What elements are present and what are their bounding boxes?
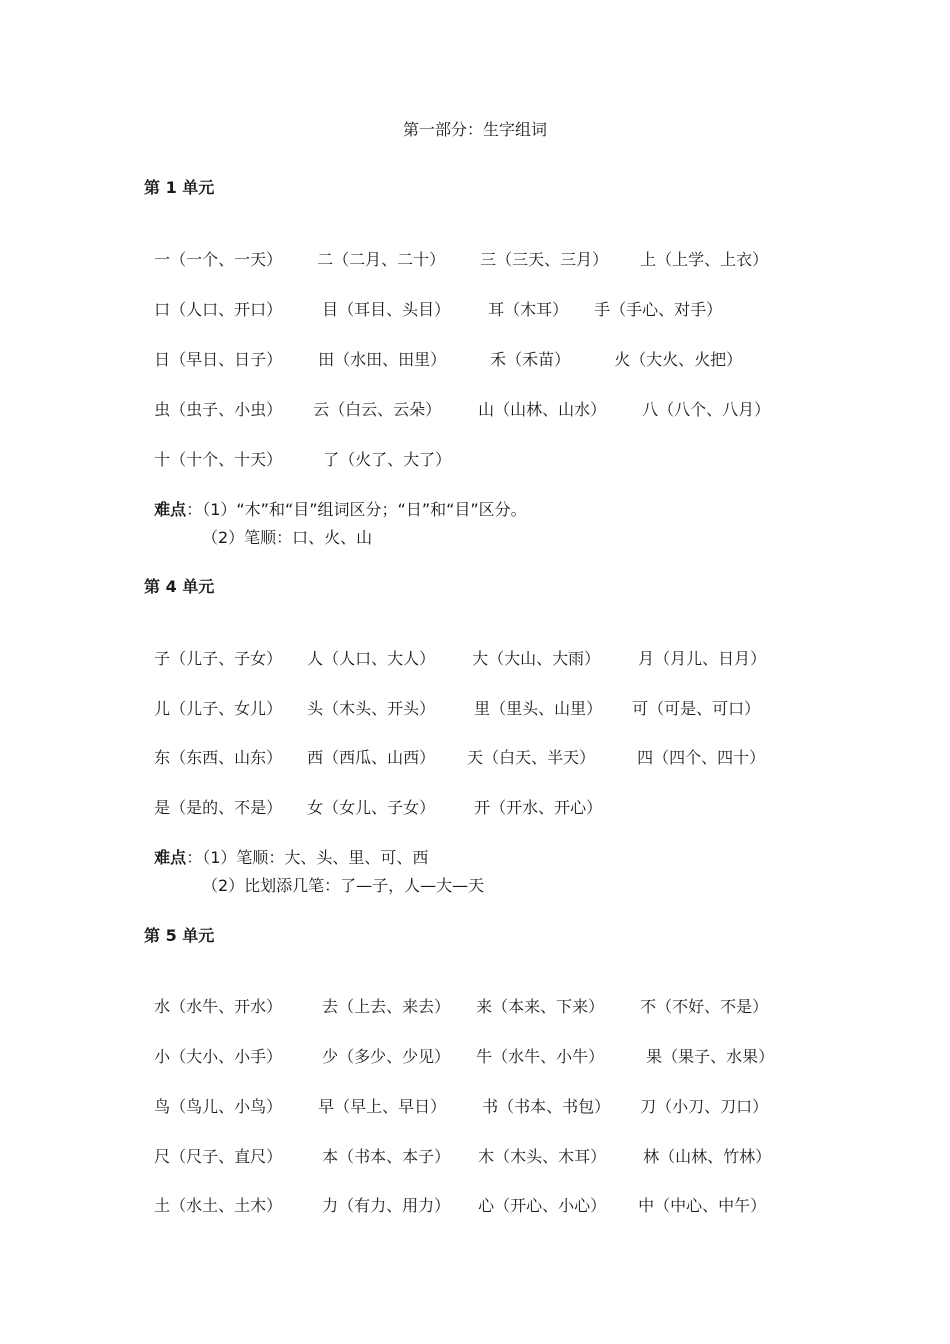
unit-heading: 第 1 单元 (144, 178, 215, 197)
word-group: 果（果子、水果） (646, 1047, 775, 1066)
word-group: 少（多少、少见） (322, 1047, 451, 1066)
word-group: 女（女儿、子女） (307, 798, 436, 817)
word-group: 天（白天、半天） (467, 748, 596, 767)
difficulty-note-cont: （2）笔顺：口、火、山 (202, 528, 373, 547)
word-group: 一（一个、一天） (154, 250, 283, 269)
word-row (144, 1173, 766, 1217)
word-group: 火（大火、火把） (614, 350, 743, 369)
word-row (144, 1074, 768, 1118)
word-group: 本（书本、本子） (322, 1147, 451, 1166)
word-group: 牛（水牛、小牛） (476, 1047, 605, 1066)
word-group: 去（上去、来去） (322, 997, 451, 1016)
difficulty-note (144, 477, 527, 521)
word-group: 水（水牛、开水） (154, 997, 283, 1016)
word-row (144, 1124, 771, 1168)
difficulty-note (144, 825, 428, 869)
word-group: 二（二月、二十） (317, 250, 446, 269)
word-group: 子（儿子、子女） (154, 649, 283, 668)
word-group: 山（山林、山水） (478, 400, 607, 419)
word-group: 月（月儿、日月） (638, 649, 767, 668)
word-group: 不（不好、不是） (640, 997, 769, 1016)
word-group: 手（手心、对手） (594, 300, 723, 319)
word-group: 日（早日、日子） (154, 350, 283, 369)
word-group: 可（可是、可口） (632, 699, 761, 718)
word-group: 力（有力、用力） (322, 1196, 451, 1215)
difficulty-text: ：（1）“木”和“目”组词区分；“日”和“目”区分。 (186, 500, 527, 519)
word-group: 林（山林、竹林） (643, 1147, 772, 1166)
word-group: 东（东西、山东） (154, 748, 283, 767)
word-row (144, 427, 451, 471)
word-group: 土（水土、土木） (154, 1196, 283, 1215)
word-group: 西（西瓜、山西） (307, 748, 436, 767)
word-group: 是（是的、不是） (154, 798, 283, 817)
word-group: 人（人口、大人） (307, 649, 436, 668)
word-group: 心（开心、小心） (478, 1196, 607, 1215)
word-row (144, 277, 722, 321)
word-row (144, 377, 770, 421)
word-group: 上（上学、上衣） (640, 250, 769, 269)
word-group: 四（四个、四十） (637, 748, 766, 767)
page-title: 第一部分：生字组词 (402, 120, 547, 139)
word-group: 来（本来、下来） (476, 997, 605, 1016)
word-row (144, 327, 742, 371)
word-group: 耳（木耳） (488, 300, 569, 319)
word-row (144, 227, 768, 271)
word-group: 里（里头、山里） (474, 699, 603, 718)
word-group: 小（大小、小手） (154, 1047, 283, 1066)
word-group: 书（书本、书包） (482, 1097, 611, 1116)
word-group: 鸟（鸟儿、小鸟） (154, 1097, 283, 1116)
word-group: 八（八个、八月） (642, 400, 771, 419)
word-group: 开（开水、开心） (474, 798, 603, 817)
unit-heading: 第 4 单元 (144, 577, 215, 596)
word-group: 三（三天、三月） (480, 250, 609, 269)
word-group: 头（木头、开头） (307, 699, 436, 718)
word-group: 刀（小刀、刀口） (640, 1097, 769, 1116)
word-group: 虫（虫子、小虫） (154, 400, 283, 419)
difficulty-text: ：（1）笔顺：大、头、里、可、西 (186, 848, 429, 867)
word-row (144, 775, 602, 819)
word-group: 十（十个、十天） (154, 450, 283, 469)
word-group: 尺（尺子、直尺） (154, 1147, 283, 1166)
unit-heading: 第 5 单元 (144, 926, 215, 945)
word-row (144, 676, 760, 720)
difficulty-label: 难点 (154, 500, 187, 519)
word-group: 云（白云、云朵） (313, 400, 442, 419)
word-group: 木（木头、木耳） (478, 1147, 607, 1166)
word-group: 大（大山、大雨） (472, 649, 601, 668)
word-group: 目（耳目、头目） (322, 300, 451, 319)
word-group: 口（人口、开口） (154, 300, 283, 319)
difficulty-label: 难点 (154, 848, 187, 867)
difficulty-note-cont: （2）比划添几笔：了—子，人—大—天 (202, 876, 485, 895)
word-group: 田（水田、田里） (318, 350, 447, 369)
word-group: 禾（禾苗） (490, 350, 571, 369)
word-row (144, 1024, 774, 1068)
word-row (144, 626, 766, 670)
word-group: 了（火了、大了） (323, 450, 452, 469)
word-group: 早（早上、早日） (318, 1097, 447, 1116)
word-group: 中（中心、中午） (638, 1196, 767, 1215)
word-row (144, 725, 765, 769)
word-group: 儿（儿子、女儿） (154, 699, 283, 718)
word-row (144, 974, 768, 1018)
